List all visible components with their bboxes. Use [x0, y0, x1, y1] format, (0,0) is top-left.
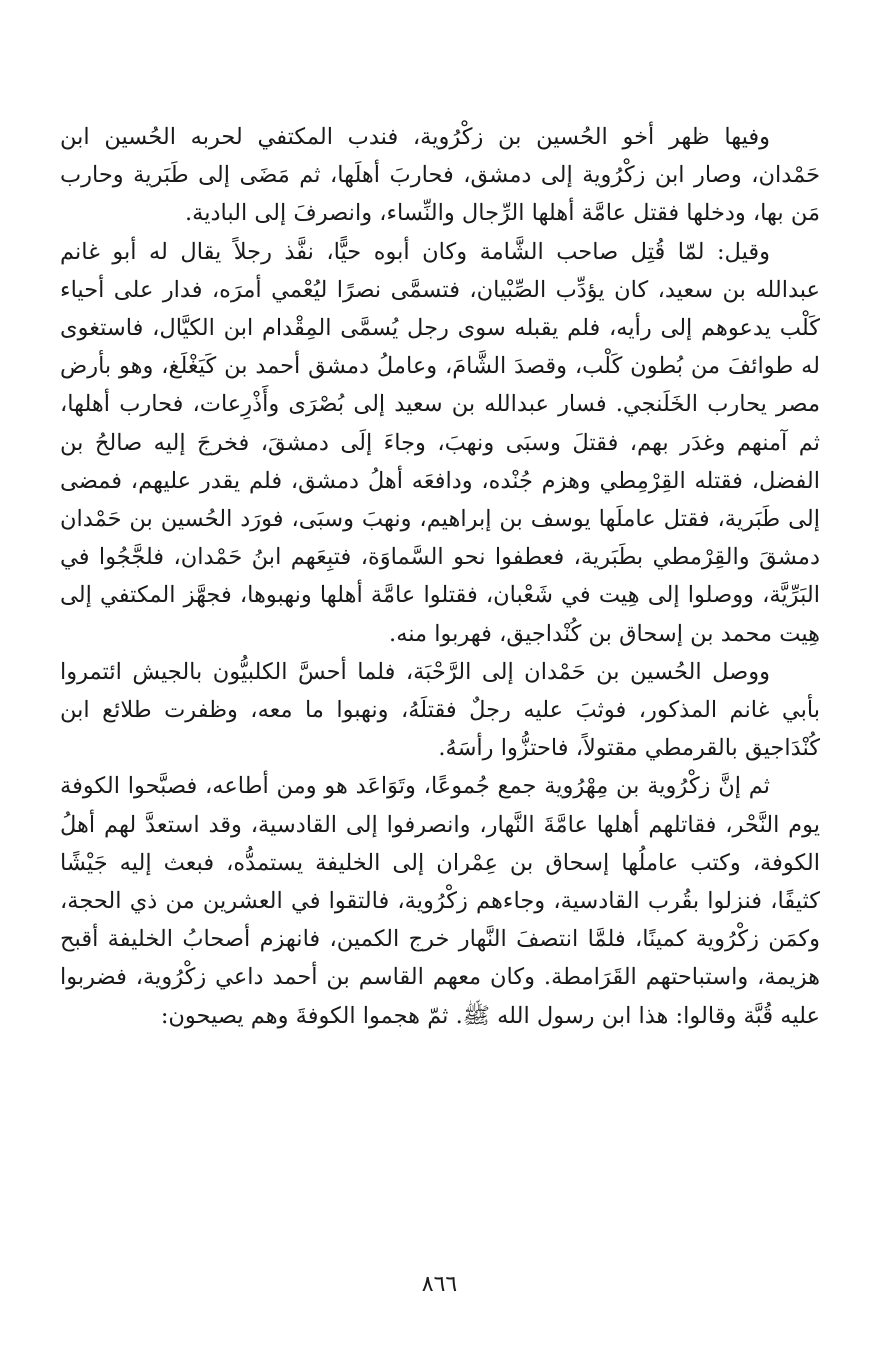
paragraph-2: وقيل: لمّا قُتِل صاحب الشَّامة وكان أبوه حيًّا، نفَّذ رجلاً يقال له أبو غانم عبدالله بن سعيد، كان يؤدِّب الصِّبْيان، فتسمَّى نصرًا ليُعْمي أمرَه، فدار على أحياء كَلْب يدعوهم إلى رأيه، فلم يقبله سوى رجل يُسمَّى المِقْدام ابن الكيَّال، فاستغوى له طوائفَ من بُطون كَلْب، وقصدَ الشَّامَ، وعاملُ دمشق أحمد بن كَيَغْلَغ، وهو بأرض مصر يحارب الخَلَنجي. فسار عبدالله بن سعيد إلى بُصْرَى وأَذْرِعات، فحارب أهلها، ثم آمنهم وغدَر بهم، فقتلَ وسبَى ونهبَ، وجاءَ إلَى دمشقَ، فخرجَ إليه صالحُ بن الفضل، فقتله القِرْمِطي وهزم جُنْده، ودافعَه أهلُ دمشق، فلم يقدر عليهم، فمضى إلى طَبَرية، فقتل عاملَها يوسف بن إبراهيم، ونهبَ وسبَى، فورَد الحُسين بن حَمْدان دمشقَ والقِرْمطي بطَبَرية، فعطفوا نحو السَّماوَة، فتبِعَهم ابنُ حَمْدان، فلجَّجُوا في البَرِّيَّة، ووصلوا إلى هِيت في شَعْبان، فقتلوا عامَّة أهلها ونهبوها، فجهَّز المكتفي إلى هِيت محمد بن إسحاق بن كُنْداجيق، فهربوا منه.	[60, 238, 820, 647]
text-block	[60, 118, 820, 1035]
page-number: ٨٦٦	[421, 1272, 458, 1297]
paragraph-3: ووصل الحُسين بن حَمْدان إلى الرَّحْبَة، فلما أحسَّ الكلبيُّون بالجيش ائتمروا بأبي غانم المذكور، فوثبَ عليه رجلٌ فقتلَهُ، ونهبوا ما معه، وظفرت طلائع ابن كُنْدَاجيق بالقرمطي مقتولاً، فاحتزُّوا رأسَهُ.	[60, 658, 820, 762]
paragraph-4: ثم إنَّ زكْرُوية بن مِهْرُوية جمع جُموعًا، وتَوَاعَد هو ومن أطاعه، فصبَّحوا الكوفة يوم النَّحْر، فقاتلهم أهلها عامَّةَ النَّهار، وانصرفوا إلى القادسية، وقد استعدَّ لهم أهلُ الكوفة، وكتب عاملُها إسحاق بن عِمْران إلى الخليفة يستمدُّه، فبعث إليه جَيْشًا كثيفًا، فنزلوا بقُرب القادسية، وجاءهم زكْرُوية، فالتقوا في العشرين من ذي الحجة، وكمَن زكْرُوية كمينًا، فلمَّا انتصفَ النَّهار خرج الكمين، فانهزم أصحابُ الخليفة أقبح هزيمة، واستباحتهم القَرَامطة. وكان معهم القاسم بن أحمد داعي زكْرُوية، فضربوا عليه قُبَّة وقالوا: هذا ابن رسول الله ﷺ. ثمّ هجموا الكوفةَ وهم يصيحون:	[60, 773, 820, 1029]
paragraph-1: وفيها ظهر أخو الحُسين بن زكْرُوية، فندب المكتفي لحربه الحُسين ابن حَمْدان، وصار ابن زكْرُوية إلى دمشق، فحاربَ أهلَها، ثم مَضَى إلى طَبَرية وحارب مَن بها، ودخلها فقتل عامَّة أهلها الرِّجال والنِّساء، وانصرفَ إلى البادية.	[60, 124, 820, 227]
